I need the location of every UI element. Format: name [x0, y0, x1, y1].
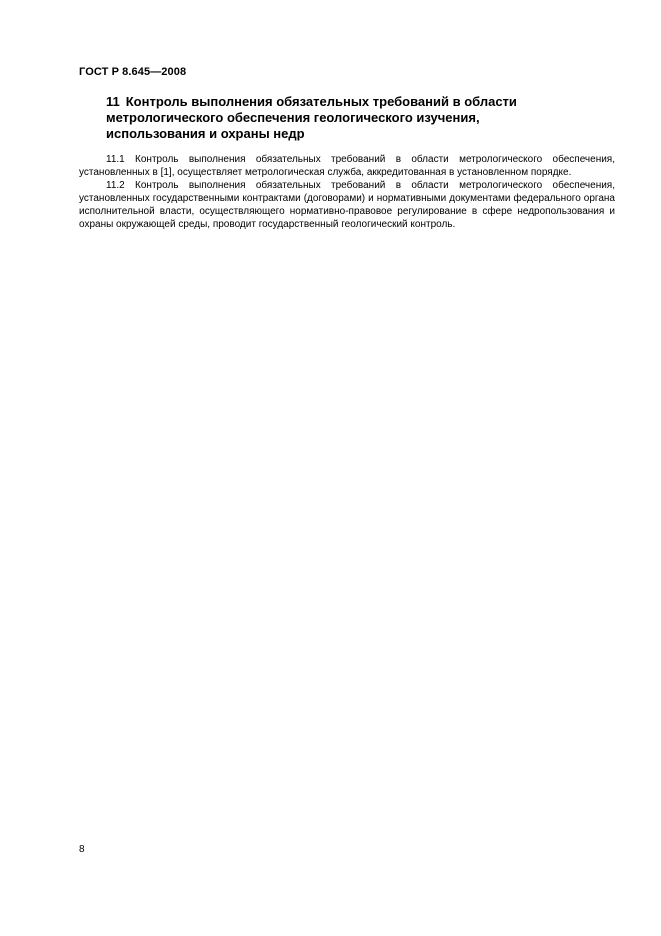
section-heading [106, 94, 576, 142]
section-number: 11 [106, 94, 120, 109]
document-code: ГОСТ Р 8.645—2008 [79, 66, 187, 78]
section-title-line-1: Контроль выполнения обязательных требований в области [125, 94, 517, 109]
paragraph-11-1: 11.1 Контроль выполнения обязательных требований в области метрологического обеспечения, установленных в [1], осуществляет метрологическая служба, аккредитованная в установленном порядке. [79, 154, 615, 178]
section-title-line-3: использования и охраны недр [106, 126, 305, 141]
section-title-line-2: метрологического обеспечения геологического изучения, [106, 110, 480, 125]
page-number: 8 [79, 844, 85, 855]
section-body [79, 153, 615, 231]
paragraph-11-2: 11.2 Контроль выполнения обязательных требований в области метрологического обеспечения, установленных государственными контрактами (договорами) и нормативными документами федерального органа исполнительной власти, осуществляющего нормативно-правовое регулирование в сфере недропользования и охраны окружающей среды, проводит государственный геологический контроль. [79, 180, 615, 230]
